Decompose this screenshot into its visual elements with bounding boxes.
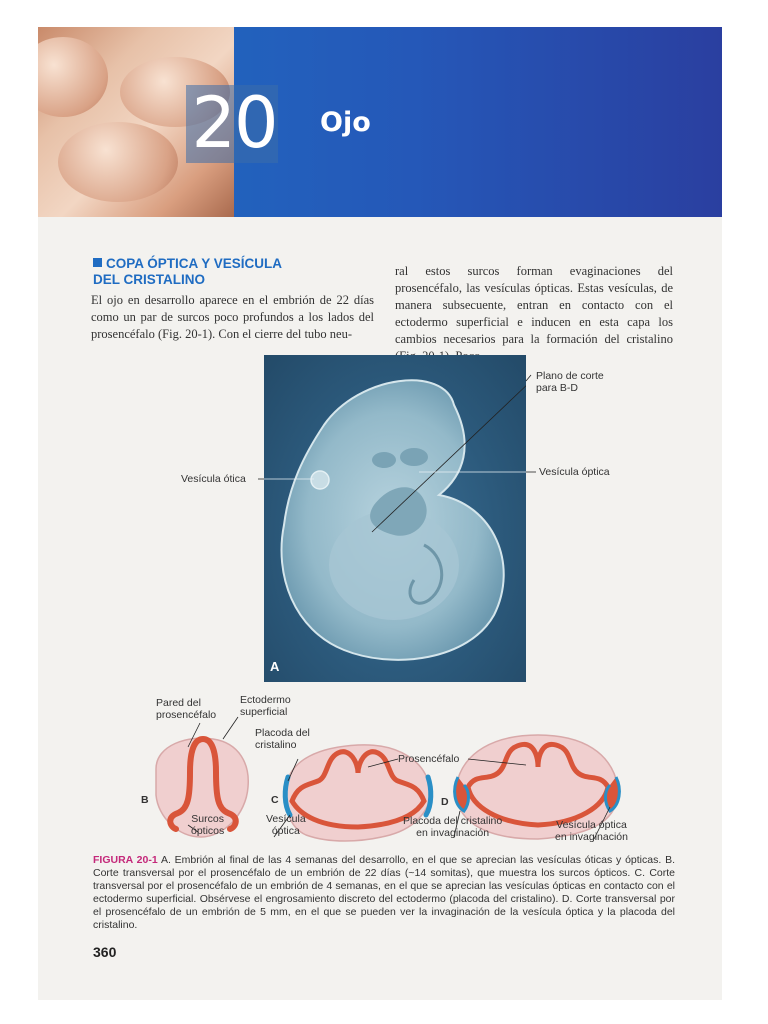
book-page (38, 27, 722, 1000)
label-placoda-cristalino: Placoda del cristalino (255, 727, 310, 751)
paragraph-left: El ojo en desarrollo aparece en el embrión de 22 días como un par de surcos poco profundos a los lados del prosencéfalo (Fig. 20-1). Con el cierre del tubo neu- (91, 293, 374, 341)
label-plano-de-corte: Plano de corte para B-D (536, 370, 604, 394)
chapter-number: 20 (191, 82, 277, 164)
label-prosencefalo: Prosencéfalo (398, 753, 460, 765)
chapter-title: Ojo (320, 107, 371, 138)
caption-label: FIGURA 20-1 (93, 854, 158, 866)
letter-d: D (441, 796, 449, 808)
section-heading: COPA ÓPTICA Y VESÍCULA DEL CRISTALINO (93, 256, 283, 287)
letter-c: C (271, 794, 279, 806)
letter-b: B (141, 794, 149, 806)
label-ectodermo-superficial: Ectodermo superficial (240, 694, 291, 718)
page-number: 360 (93, 944, 117, 960)
photo-letter-a: A (270, 659, 280, 674)
label-vesicula-en-invaginacion: Vesícula óptica en invaginación (555, 819, 628, 843)
label-vesicula-otica: Vesícula ótica (181, 473, 246, 485)
label-pared-prosencefalo: Pared del prosencéfalo (156, 697, 217, 721)
label-surcos-opticos: Surcos ópticos (191, 813, 225, 837)
caption-text: A. Embrión al final de las 4 semanas del desarrollo, en el que se aprecian las vesículas óticas y ópticas. B. Corte transversal por el prosencéfalo de un embrión de 22 días (~14 somitas), que muestra los surcos ópticos. C. Corte transversal por el prosencéfalo de un embrión de 4 semanas, en el que se aprecian las vesículas ópticas en contacto con el ectodermo superficial. Obsérvese el engrosamiento discreto del ectodermo (placoda del cristalino). D. Corte transversal por el prosencéfalo de un embrión de 5 mm, en el que se pueden ver la invaginación de la vesícula óptica y la placoda del cristalino. (93, 854, 676, 931)
figure-caption (93, 854, 675, 932)
label-vesicula-optica: Vesícula óptica (539, 466, 610, 478)
label-vesicula-optica-c: Vesícula óptica (266, 813, 306, 837)
label-placoda-en-invaginacion: Placoda del cristalino en invaginación (403, 815, 503, 839)
paragraph-right: ral estos surcos forman evaginaciones del prosencéfalo, las vesículas ópticas. Estas vesículas, de manera subsecuente, entran en contacto con el ectodermo superficial e inducen en esta capa los cambios necesarios para la formación del cristalino (395, 264, 673, 346)
